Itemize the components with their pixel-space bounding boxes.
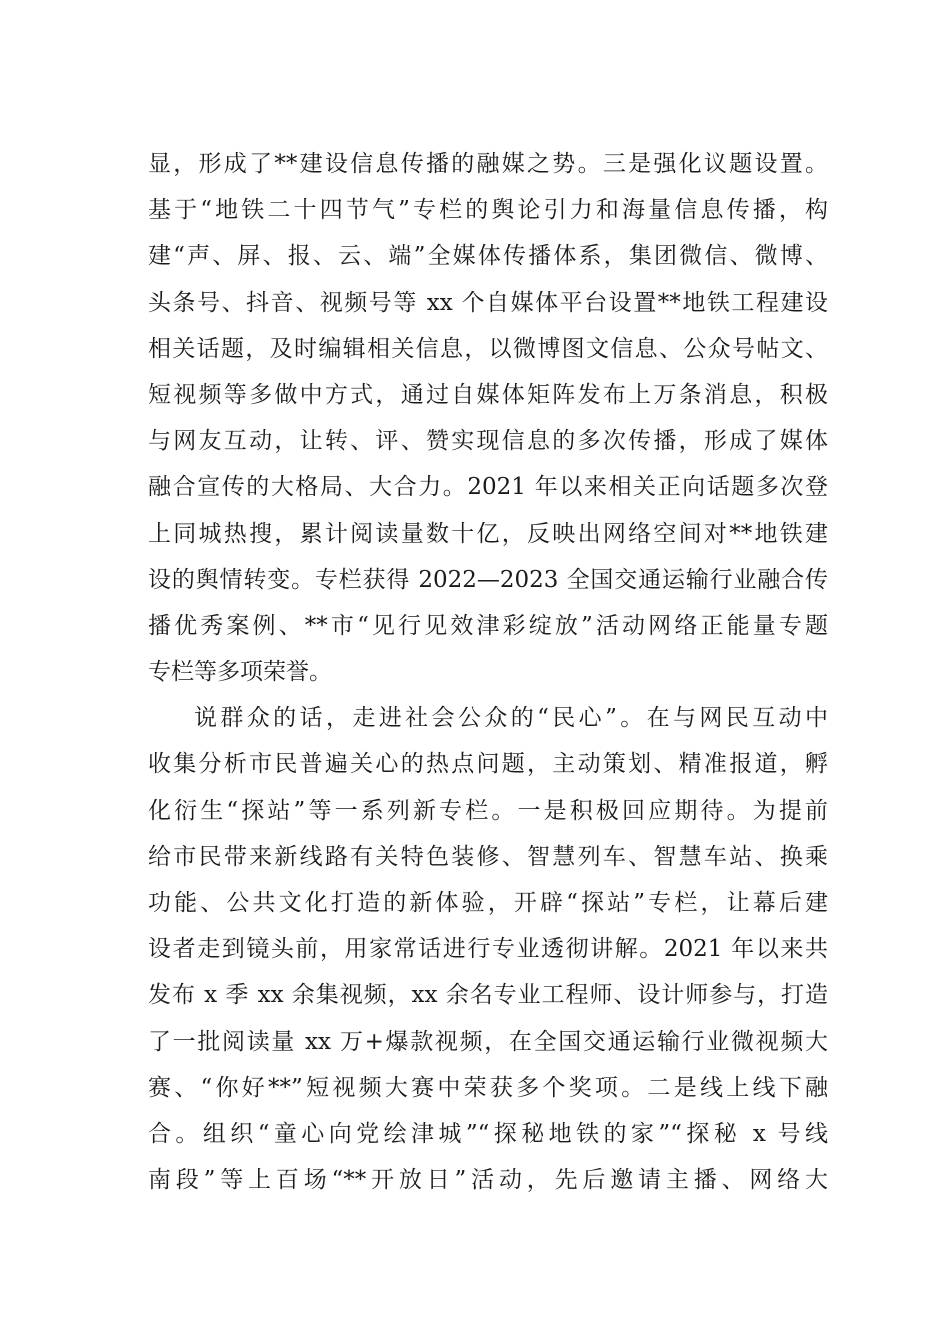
text-line: 了一批阅读量 xx 万+爆款视频，在全国交通运输行业微视频大 <box>148 1028 828 1055</box>
text-line: 合。组织“童心向党绘津城”“探秘地铁的家”“探秘 x 号线 <box>148 1120 828 1147</box>
text-line: 发布 x 季 xx 余集视频，xx 余名专业工程师、设计师参与，打造 <box>148 982 828 1009</box>
text-line: 专栏等多项荣誉。 <box>148 659 332 686</box>
text-line: 说群众的话，走进社会公众的“民心”。在与网民互动中 <box>194 705 828 732</box>
text-line: 设者走到镜头前，用家常话进行专业透彻讲解。2021 年以来共 <box>148 936 828 963</box>
text-line: 建“声、屏、报、云、端”全媒体传播体系，集团微信、微博、 <box>148 243 828 270</box>
text-line: 功能、公共文化打造的新体验，开辟“探站”专栏，让幕后建 <box>148 890 828 916</box>
text-line: 头条号、抖音、视频号等 xx 个自媒体平台设置**地铁工程建设 <box>148 289 828 316</box>
text-line: 播优秀案例、**市“见行见效津彩绽放”活动网络正能量专题 <box>148 612 828 639</box>
text-line: 与网友互动，让转、评、赞实现信息的多次传播，形成了媒体 <box>148 428 828 455</box>
text-line: 融合宣传的大格局、大合力。2021 年以来相关正向话题多次登 <box>148 474 828 501</box>
text-line: 收集分析市民普遍关心的热点问题，主动策划、精准报道，孵 <box>148 751 828 778</box>
text-line: 上同城热搜，累计阅读量数十亿，反映出网络空间对**地铁建 <box>148 520 828 547</box>
text-line: 短视频等多做中方式，通过自媒体矩阵发布上万条消息，积极 <box>148 381 828 408</box>
text-line: 给市民带来新线路有关特色装修、智慧列车、智慧车站、换乘 <box>148 843 828 870</box>
text-line: 显，形成了**建设信息传播的融媒之势。三是强化议题设置。 <box>148 151 828 177</box>
text-line: 赛、“你好**”短视频大赛中荣获多个奖项。二是线上线下融 <box>148 1074 828 1101</box>
text-line: 基于“地铁二十四节气”专栏的舆论引力和海量信息传播，构 <box>148 197 828 224</box>
text-line: 化衍生“探站”等一系列新专栏。一是积极回应期待。为提前 <box>148 797 828 824</box>
paragraph-1 <box>148 141 828 695</box>
paragraph-2 <box>148 695 828 1203</box>
text-line: 南段”等上百场“**开放日”活动，先后邀请主播、网络大 <box>148 1167 828 1194</box>
text-line: 相关话题，及时编辑相关信息，以微博图文信息、公众号帖文、 <box>148 335 828 362</box>
text-line: 设的舆情转变。专栏获得 2022—2023 全国交通运输行业融合传 <box>148 566 828 593</box>
document-body <box>148 141 828 1203</box>
